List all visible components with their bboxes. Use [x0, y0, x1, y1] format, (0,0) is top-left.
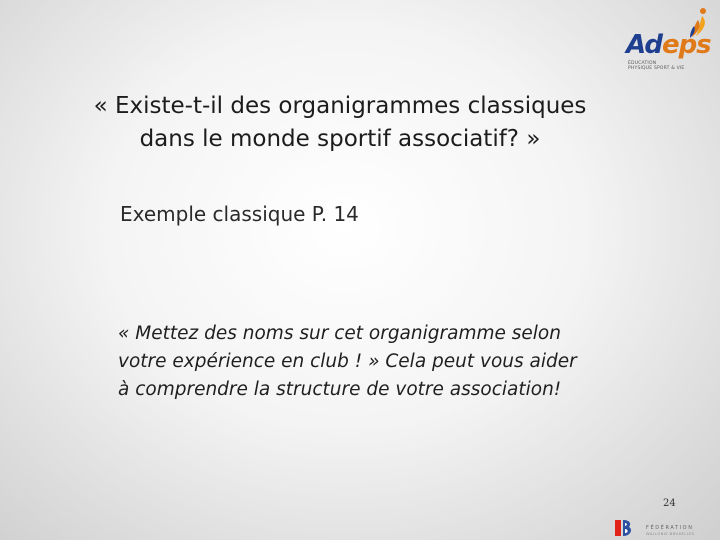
adeps-wordmark-part2: eps	[661, 30, 711, 60]
slide-title-line2: dans le monde sportif associatif? »	[139, 126, 541, 152]
slide-title-line1: « Existe-t-il des organigrammes classiques	[93, 93, 587, 119]
adeps-tagline-line2: PHYSIQUE SPORT & VIE	[628, 66, 685, 71]
federation-subname: WALLONIE-BRUXELLES	[646, 532, 695, 536]
slide-quote-line1: « Mettez des noms sur cet organigramme selon	[118, 323, 561, 344]
federation-mark-icon	[612, 516, 636, 540]
adeps-tagline-line1: ÉDUCATION	[628, 61, 657, 66]
adeps-wordmark	[626, 32, 711, 58]
slide-quote	[118, 320, 688, 404]
federation-logo	[612, 516, 716, 540]
federation-name: FÉDÉRATION	[646, 525, 694, 531]
slide-title	[40, 90, 640, 156]
adeps-tagline	[628, 61, 684, 71]
page-number: 24	[663, 498, 676, 509]
slide-quote-line3: à comprendre la structure de votre association!	[118, 379, 562, 400]
slide-quote-line2: votre expérience en club ! » Cela peut vous aider	[118, 351, 577, 372]
adeps-wordmark-part1: Ad	[626, 30, 662, 60]
adeps-logo	[622, 6, 714, 74]
slide-subtitle: Exemple classique P. 14	[120, 202, 359, 226]
